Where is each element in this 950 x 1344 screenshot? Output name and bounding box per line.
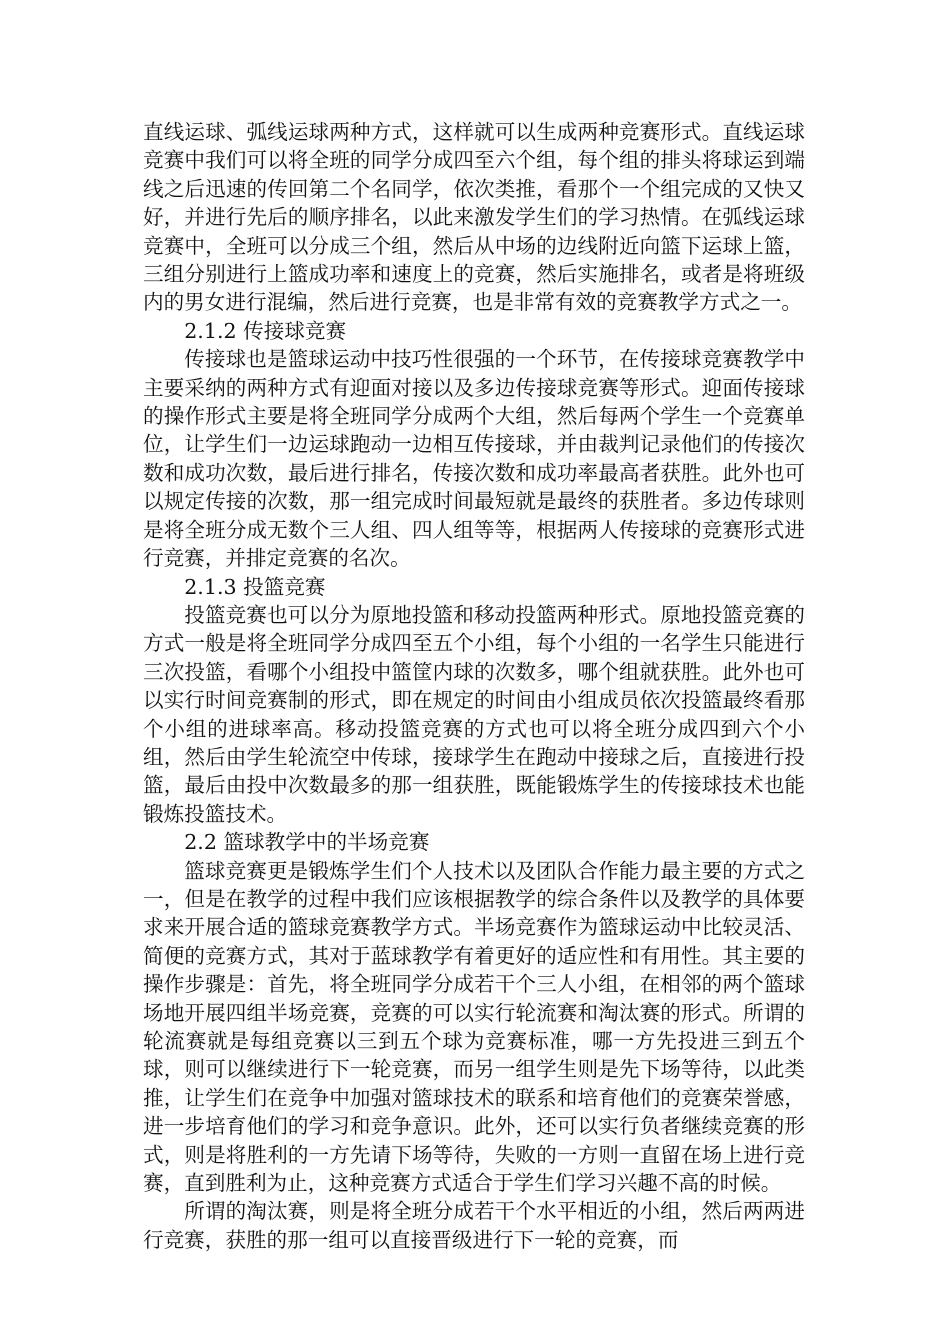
paragraph-dribble-contest: 直线运球、弧线运球两种方式，这样就可以生成两种竞赛形式。直线运球竞赛中我们可以将全班的同学分成四至六个组，每个组的排头将球运到端线之后迅速的传回第二个名同学，依次类推，看那个一个组完成的又快又好，并进行先后的顺序排名，以此来激发学生们的学习热情。在弧线运球竞赛中，全班可以分成三个组，然后从中场的边线附近向篮下运球上篮，三组分别进行上篮成功率和速度上的竞赛，然后实施排名，或者是将班级内的男女进行混编，然后进行竞赛，也是非常有效的竞赛教学方式之一。 <box>143 120 805 315</box>
paragraph-passing-contest: 传接球也是篮球运动中技巧性很强的一个环节，在传接球竞赛教学中主要采纳的两种方式有迎面对接以及多边传接球竞赛等形式。迎面传接球的操作形式主要是将全班同学分成两个大组，然后每两个学生一个竞赛单位，让学生们一边运球跑动一边相互传接球，并由裁判记录他们的传接次数和成功次数，最后进行排名，传接次数和成功率最高者获胜。此外也可以规定传接的次数，那一组完成时间最短就是最终的获胜者。多边传球则是将全班分成无数个三人组、四人组等等，根据两人传接球的竞赛形式进行竞赛，并排定竞赛的名次。 <box>143 347 805 571</box>
section-heading-2-1-3: 2.1.3 投篮竞赛 <box>184 574 326 599</box>
paragraph-elimination-contest: 所谓的淘汰赛，则是将全班分成若干个水平相近的小组，然后两两进行竞赛，获胜的那一组可以直接晋级进行下一轮的竞赛，而 <box>143 1199 805 1252</box>
paragraph-shooting-contest: 投篮竞赛也可以分为原地投篮和移动投篮两种形式。原地投篮竞赛的方式一般是将全班同学分成四至五个小组，每个小组的一名学生只能进行三次投篮，看哪个小组投中篮筐内球的次数多，哪个组就获胜。此外也可以实行时间竞赛制的形式，即在规定的时间由小组成员依次投篮最终看那个小组的进球率高。移动投篮竞赛的方式也可以将全班分成四到六个小组，然后由学生轮流空中传球，接球学生在跑动中接球之后，直接进行投篮，最后由投中次数最多的那一组获胜，既能锻炼学生的传接球技术也能锻炼投篮技术。 <box>143 602 805 826</box>
document-body <box>143 118 805 1254</box>
paragraph-half-court-contest: 篮球竞赛更是锻炼学生们个人技术以及团队合作能力最主要的方式之一，但是在教学的过程中我们应该根据教学的综合条件以及教学的具体要求来开展合适的篮球竞赛教学方式。半场竞赛作为篮球运动中比较灵活、简便的竞赛方式，其对于蓝球教学有着更好的适应性和有用性。其主要的操作步骤是：首先，将全班同学分成若干个三人小组，在相邻的两个篮球场地开展四组半场竞赛，竞赛的可以实行轮流赛和淘汰赛的形式。所谓的轮流赛就是每组竞赛以三到五个球为竞赛标准，哪一方先投进三到五个球，则可以继续进行下一轮竞赛，而另一组学生则是先下场等待，以此类推，让学生们在竞争中加强对篮球技术的联系和培育他们的竞赛荣誉感，进一步培育他们的学习和竞争意识。此外，还可以实行负者继续竞赛的形式，则是将胜利的一方先请下场等待，失败的一方则一直留在场上进行竞赛，直到胜利为止，这种竞赛方式适合于学生们学习兴趣不高的时候。 <box>143 858 805 1196</box>
section-heading-2-2: 2.2 篮球教学中的半场竞赛 <box>184 830 430 855</box>
section-heading-2-1-2: 2.1.2 传接球竞赛 <box>184 318 347 343</box>
